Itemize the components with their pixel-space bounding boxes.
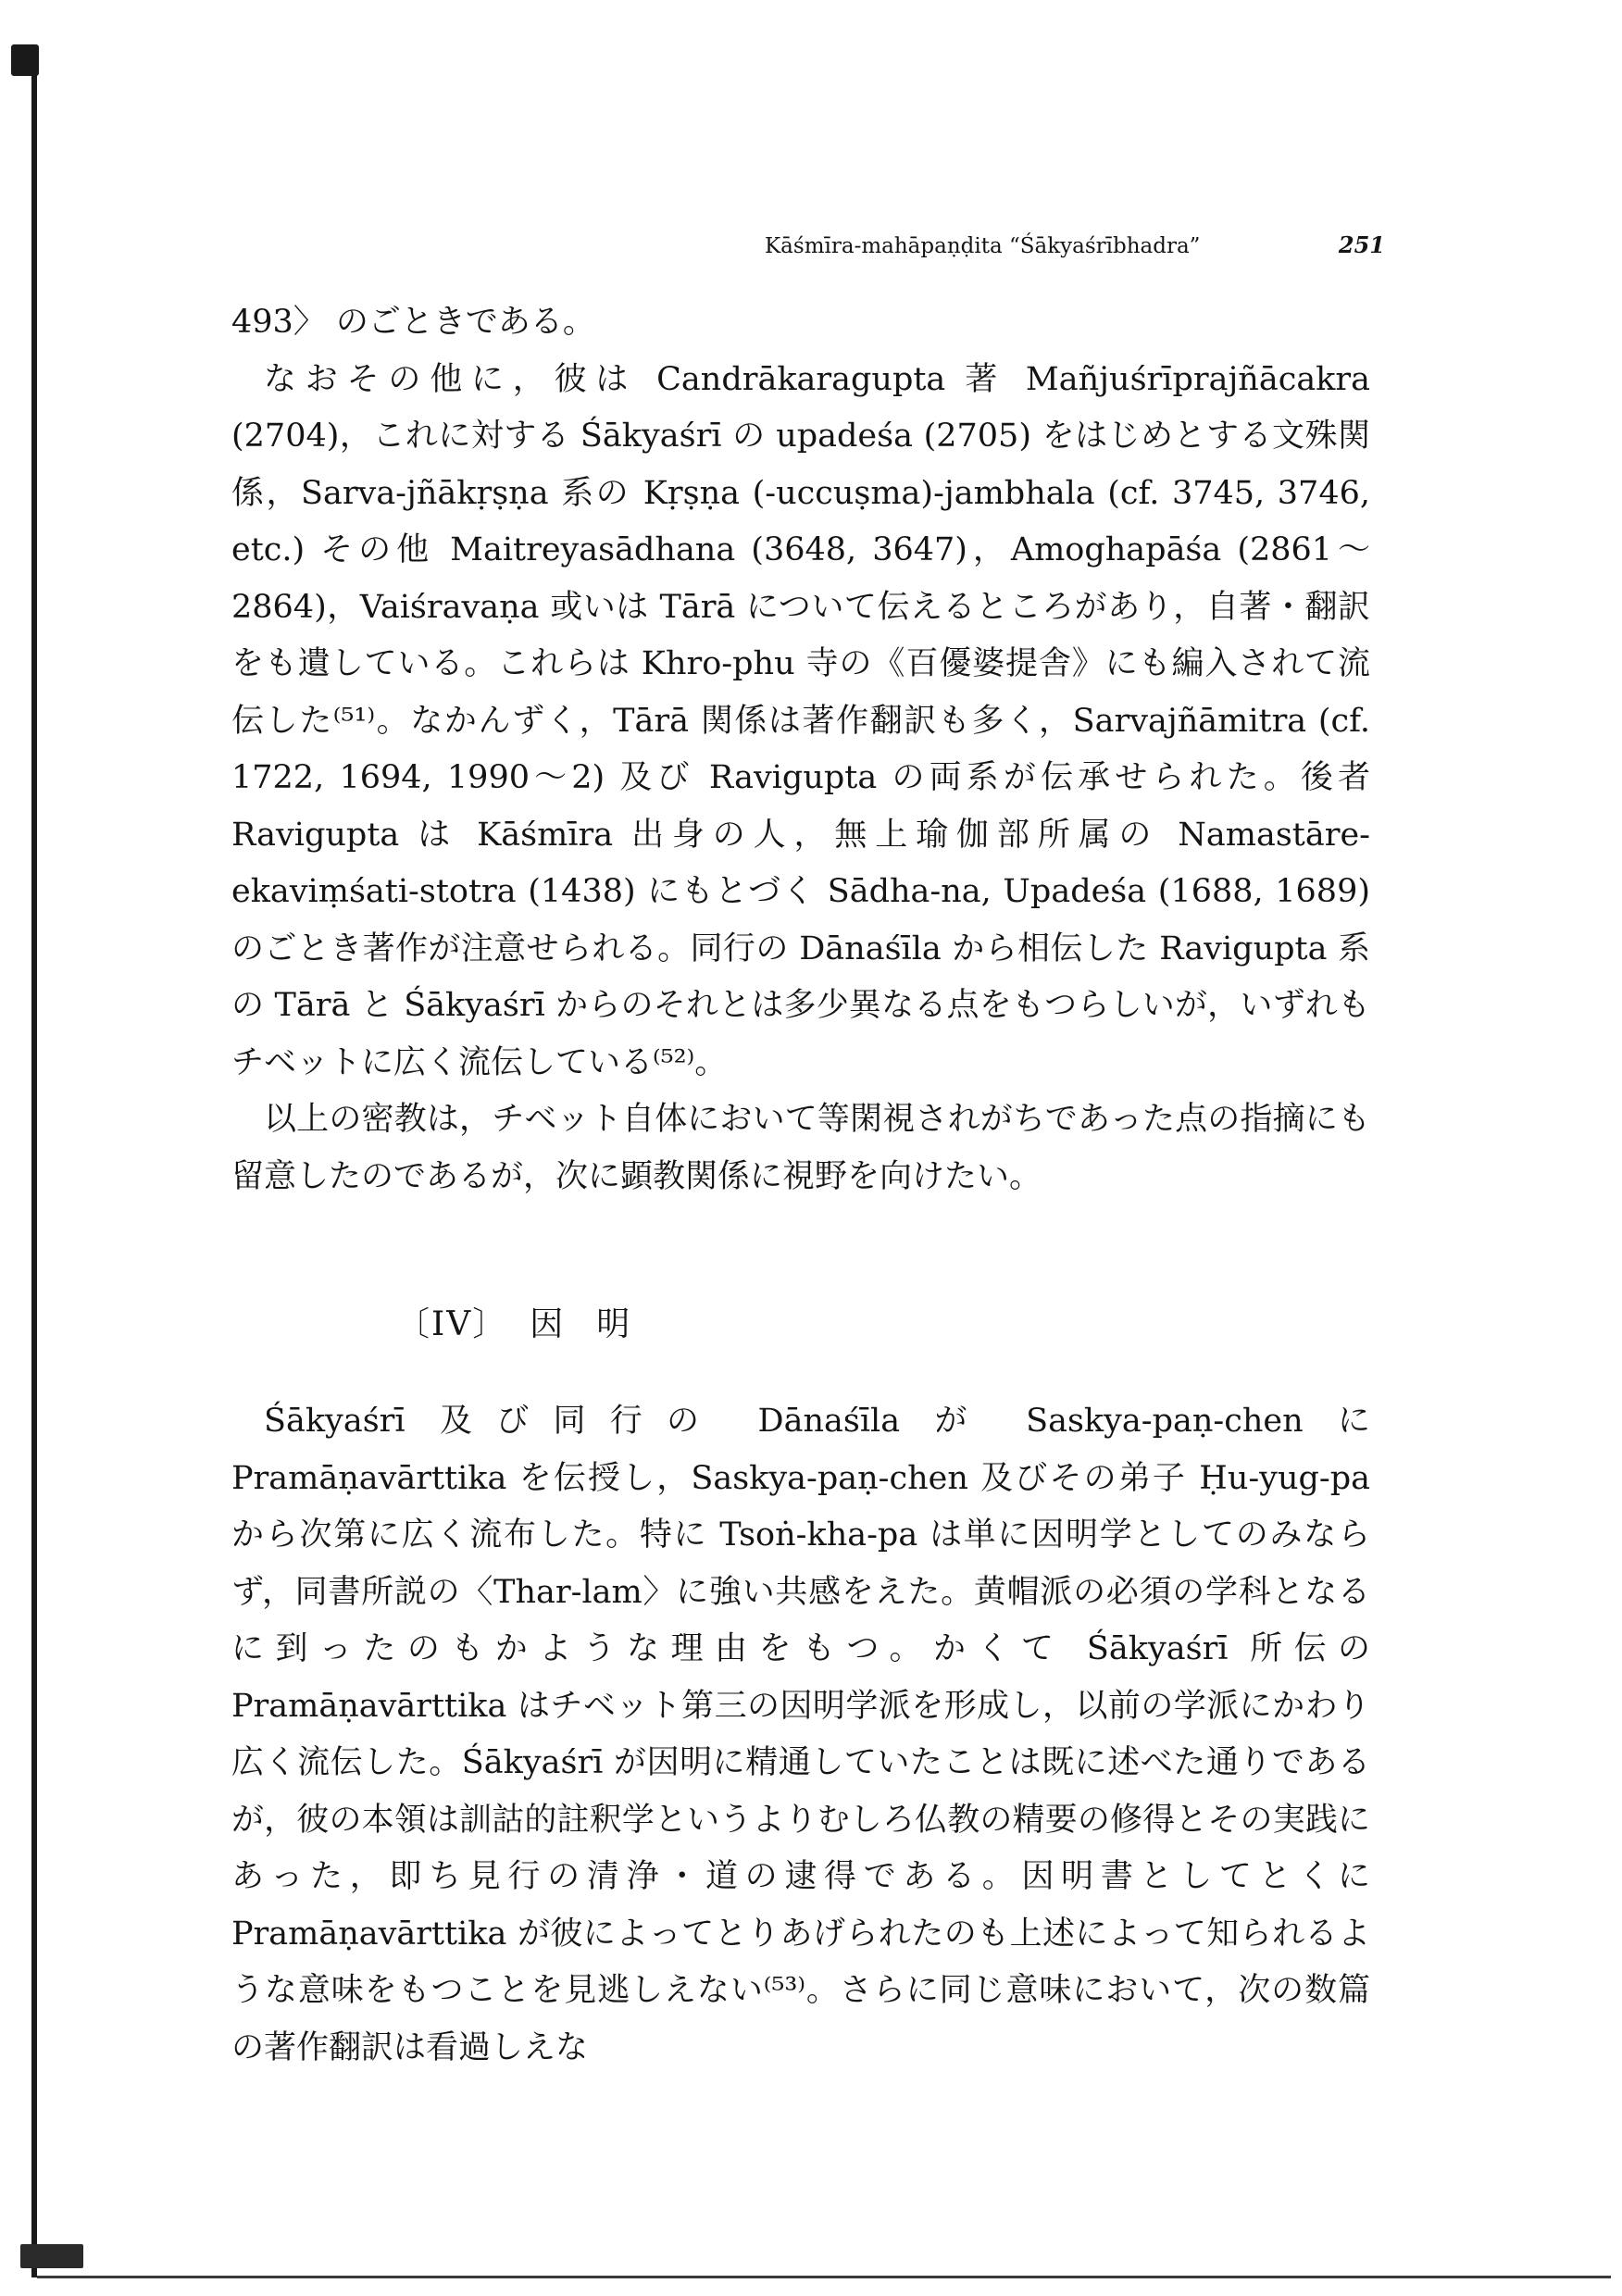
section-title: 因明 <box>530 1305 664 1343</box>
binding-mark-top <box>11 44 39 76</box>
section-number: 〔IV〕 <box>396 1305 508 1343</box>
page-header <box>765 231 1385 258</box>
paragraph: 以上の密教は，チベット自体において等閑視されがちであった点の指摘にも留意したのであるが，次に顕教関係に視野を向けたい。 <box>231 1101 1370 1195</box>
body-text-upper <box>231 294 1370 1205</box>
page-bottom-edge <box>37 2276 1611 2278</box>
paragraph: 493〉 のごときである。 <box>231 304 595 341</box>
binding-mark-bottom <box>20 2244 83 2268</box>
book-binding-edge <box>31 56 37 2277</box>
paragraph: なおその他に，彼は Candrākaragupta 著 Mañjuśrīprajñācakra (2704)，これに対する Śākyaśrī の upadeśa (2705) をはじめとする文殊関係，Sarva-jñākṛṣṇa 系の Kṛṣṇa (-uccuṣma)-jambhala (cf. 3745, 3746, etc.) その他 Maitreyasādhana (3648, 3647)，Amoghapāśa (2861〜2864)，Vaiśravaṇa 或いは Tārā について伝えるところがあり，自著・翻訳をも遺している。これらは Khro-phu 寺の《百優婆提舎》にも編入されて流伝した⁽⁵¹⁾。なかんずく，Tārā 関係は著作翻訳も多く，Sarvajñāmitra (cf. 1722, 1694, 1990〜2) 及び Ravigupta の両系が伝承せられた。後者 Ravigupta は Kāśmīra 出身の人，無上瑜伽部所属の Namastāre-ekaviṃśati-stotra (1438) にもとづく Sādha-na, Upadeśa (1688, 1689) のごとき著作が注意せられる。同行の Dānaśīla から相伝した Ravigupta 系の Tārā と Śākyaśrī からのそれとは多少異なる点をもつらしいが，いずれもチベットに広く流伝している⁽⁵²⁾。 <box>231 360 1370 1081</box>
running-title: Kāśmīra-mahāpaṇḍita “Śākyaśrībhadra” <box>765 234 1201 258</box>
body-text-lower <box>231 1393 1370 2077</box>
paragraph: Śākyaśrī 及び同行の Dānaśīla が Saskya-paṇ-chen に Pramāṇavārttika を伝授し，Saskya-paṇ-chen 及びその弟子 Ḥu-yug-pa から次第に広く流布した。特に Tsoṅ-kha-pa は単に因明学としてのみならず，同書所説の〈Thar-lam〉に強い共感をえた。黄帽派の必須の学科となるに到ったのもかような理由をもつ。かくて Śākyaśrī 所伝の Pramāṇavārttika はチベット第三の因明学派を形成し，以前の学派にかわり広く流伝した。Śākyaśrī が因明に精通していたことは既に述べた通りであるが，彼の本領は訓詁的註釈学というよりむしろ仏教の精要の修得とその実践にあった，即ち見行の清浄・道の逮得である。因明書としてとくに Pramāṇavārttika が彼によってとりあげられたのも上述によって知られるような意味をもつことを見逃しえない⁽⁵³⁾。さらに同じ意味において，次の数篇の著作翻訳は看過しえな <box>231 1403 1370 2066</box>
section-heading <box>396 1298 663 1345</box>
page-number: 251 <box>1338 231 1385 258</box>
